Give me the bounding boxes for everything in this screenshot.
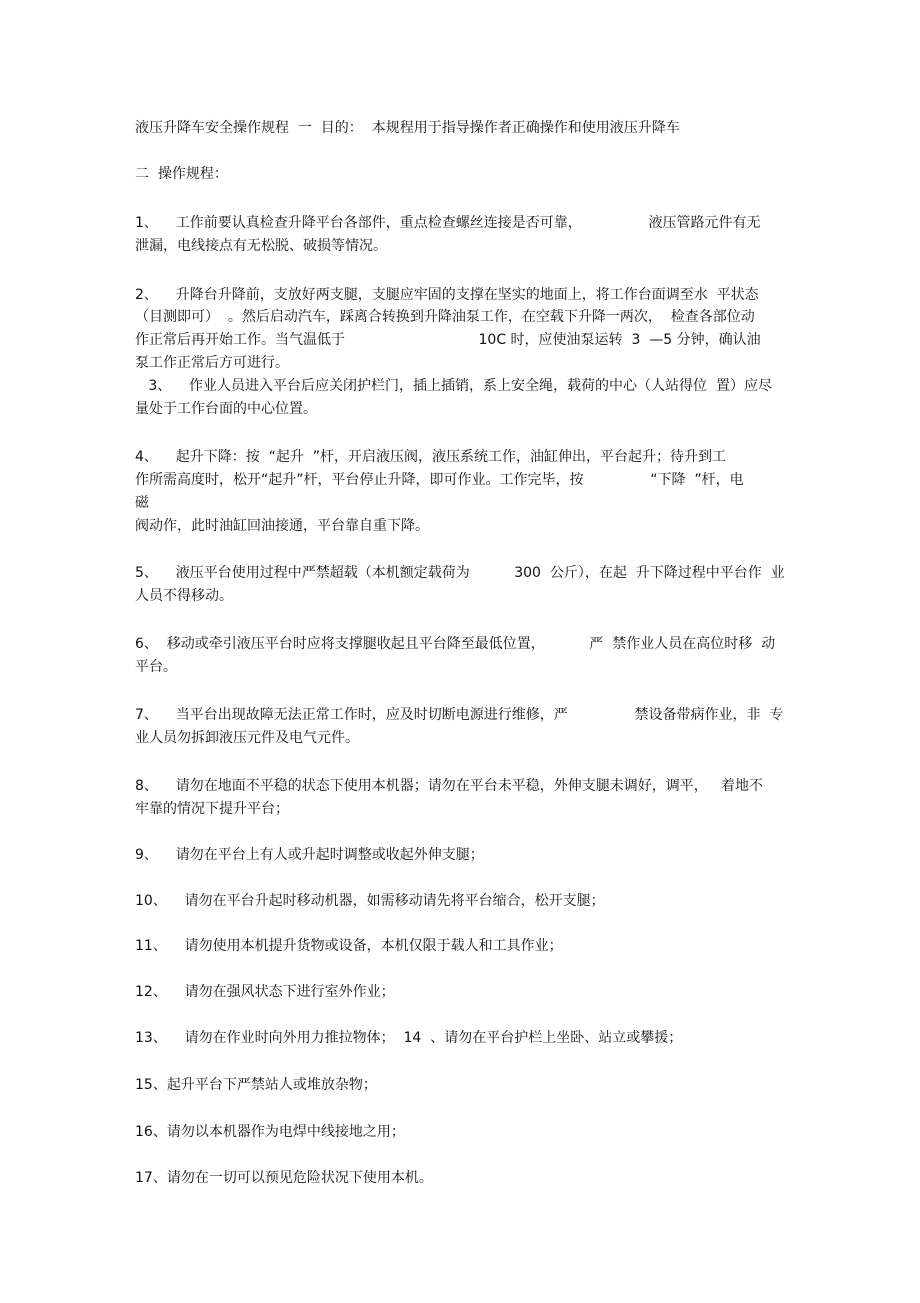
paragraph-line: 人员不得移动。: [135, 588, 233, 604]
paragraph-line: 9、 请勿在平台上有人或升起时调整或收起外伸支腿；: [135, 847, 484, 863]
paragraph-line: 3、 作业人员进入平台后应关闭护栏门，插上插销，系上安全绳，载荷的中心（人站得位 置）应尽: [135, 378, 772, 394]
paragraph-line: 1、 工作前要认真检查升降平台各部件，重点检查螺丝连接是否可靠， 液压管路元件有无: [135, 215, 761, 231]
paragraph-line: 12、 请勿在强风状态下进行室外作业；: [135, 984, 395, 1000]
paragraph-line: 8、 请勿在地面不平稳的状态下使用本机器；请勿在平台未平稳，外伸支腿未调好，调平， 着地不: [135, 778, 764, 794]
paragraph-line: 17、请勿在一切可以预见危险状况下使用本机。: [135, 1170, 433, 1186]
paragraph-line: 15、起升平台下严禁站人或堆放杂物；: [135, 1077, 377, 1093]
document-title: 液压升降车安全操作规程 一 目的： 本规程用于指导操作者正确操作和使用液压升降车: [135, 120, 680, 136]
paragraph-line: 4、 起升下降：按 “起升 ”杆，开启液压阀，液压系统工作，油缸伸出，平台起升；待升到工: [135, 449, 727, 465]
paragraph-line: 6、 移动或牵引液压平台时应将支撑腿收起且平台降至最低位置， 严 禁作业人员在高位时移 动: [135, 636, 776, 652]
paragraph-line: 10、 请勿在平台升起时移动机器，如需移动请先将平台缩合，松开支腿；: [135, 893, 605, 909]
paragraph-line: 磁: [135, 495, 149, 511]
paragraph-line: 平台。: [135, 659, 177, 675]
paragraph-line: 泄漏，电线接点有无松脱、破损等情况。: [135, 238, 387, 254]
paragraph-line: 2、 升降台升降前，支放好两支腿，支腿应牢固的支撑在坚实的地面上，将工作台面调至水 平状态: [135, 287, 759, 303]
paragraph-line: 牢靠的情况下提升平台；: [135, 801, 289, 817]
paragraph-line: 阀动作，此时油缸回油接通，平台靠自重下降。: [135, 518, 429, 534]
paragraph-line: （目测即可） 。然后启动汽车，踩离合转换到升降油泵工作，在空载下升降一两次， 检查各部位动: [135, 309, 755, 325]
paragraph-line: 16、请勿以本机器作为电焊中线接地之用；: [135, 1124, 405, 1140]
paragraph-line: 7、 当平台出现故障无法正常工作时，应及时切断电源进行维修，严 禁设备带病作业，非 专: [135, 707, 784, 723]
paragraph-line: 量处于工作台面的中心位置。: [135, 401, 317, 417]
paragraph-line: 作正常后再开始工作。当气温低于 10C 时，应使油泵运转 3 —5 分钟，确认油: [135, 332, 761, 348]
section-heading: 二 操作规程：: [135, 166, 228, 182]
paragraph-line: 业人员勿拆卸液压元件及电气元件。: [135, 730, 359, 746]
paragraph-line: 泵工作正常后方可进行。: [135, 355, 289, 371]
paragraph-line: 5、 液压平台使用过程中严禁超载（本机额定载荷为 300 公斤），在起 升下降过程中平台作 业: [135, 565, 785, 581]
paragraph-line: 11、 请勿使用本机提升货物或设备，本机仅限于载人和工具作业；: [135, 938, 563, 954]
paragraph-line: 作所需高度时，松开“起升”杆，平台停止升降，即可作业。工作完毕，按 “下降 ”杆，电: [135, 472, 744, 488]
paragraph-line: 13、 请勿在作业时向外用力推拉物体； 14 、请勿在平台护栏上坐卧、站立或攀援；: [135, 1030, 683, 1046]
